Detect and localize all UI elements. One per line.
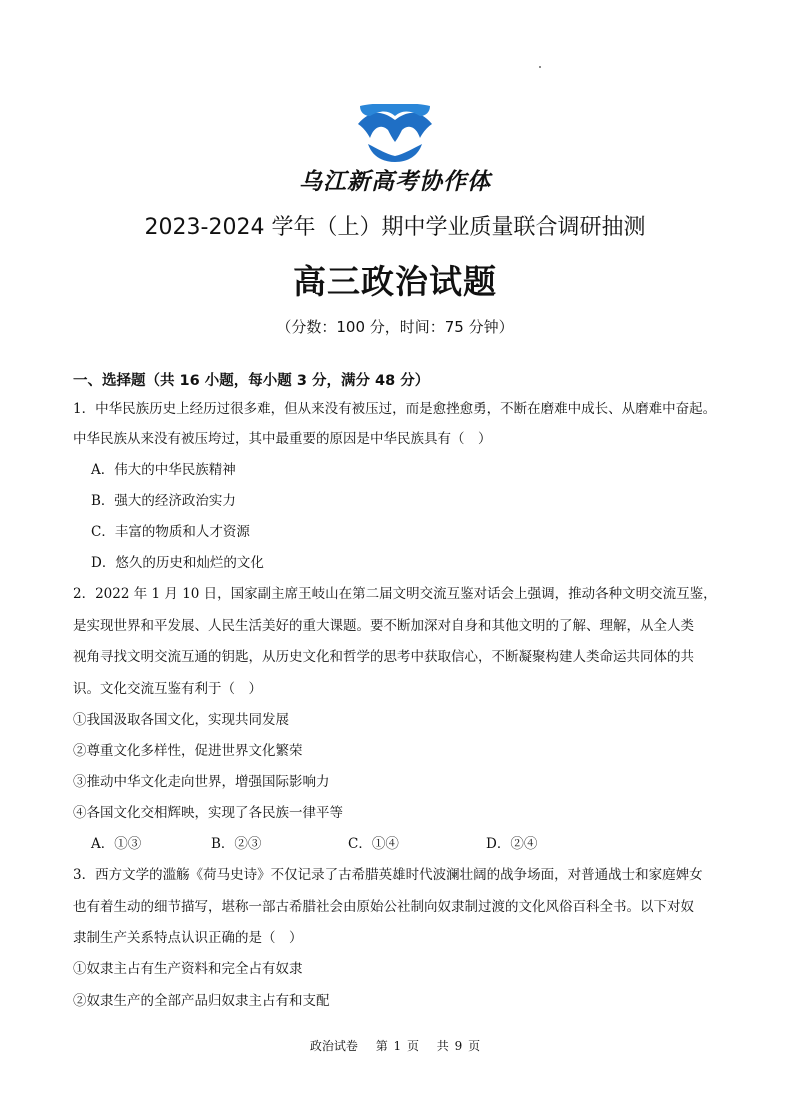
exam-title: 2023-2024 学年（上）期中学业质量联合调研抽测 [144,215,646,240]
q2-statement-3: ③推动中华文化走向世界，增强国际影响力 [73,774,330,790]
q1-option-d: D．悠久的历史和灿烂的文化 [91,555,264,571]
q2-option-d: D．②④ [486,836,538,852]
score-time-info: （分数：100 分，时间：75 分钟） [276,318,514,336]
q1-option-a: A．伟大的中华民族精神 [91,462,236,478]
q2-statement-1: ①我国汲取各国文化，实现共同发展 [73,712,289,728]
q1-option-c: C．丰富的物质和人才资源 [91,524,250,540]
q3-text-line-2: 也有着生动的细节描写，堪称一部古希腊社会由原始公社制向奴隶制过渡的文化风俗百科全书。以下对奴 [73,899,694,915]
q3-statement-1: ①奴隶主占有生产资料和完全占有奴隶 [73,961,303,977]
q1-option-b: B．强大的经济政治实力 [91,493,236,509]
q3-text-line-3: 隶制生产关系特点认识正确的是（ ） [73,930,303,946]
q3-text-line-1: 3．西方文学的滥觞《荷马史诗》不仅记录了古希腊英雄时代波澜壮阔的战争场面，对普通战士和家庭婢女 [73,867,703,883]
organization-name: 乌江新高考协作体 [299,169,491,195]
q2-text-line-1: 2．2022 年 1 月 10 日，国家副主席王岐山在第二届文明交流互鉴对话会上强调，推动各种文明交流互鉴， [73,586,717,602]
q2-statement-4: ④各国文化交相辉映，实现了各民族一律平等 [73,805,343,821]
q2-option-a: A．①③ [91,836,142,852]
subject-title: 高三政治试题 [293,262,497,301]
q2-option-b: B．②③ [211,836,262,852]
q2-statement-2: ②尊重文化多样性，促进世界文化繁荣 [73,743,303,759]
q2-text-line-3: 视角寻找文明交流互通的钥匙，从历史文化和哲学的思考中获取信心，不断凝聚构建人类命运共同体的共 [73,649,694,665]
section-heading: 一、选择题（共 16 小题，每小题 3 分，满分 48 分） [73,373,430,389]
q3-statement-2: ②奴隶生产的全部产品归奴隶主占有和支配 [73,993,330,1009]
page-footer: 政治试卷 第 1 页 共 9 页 [309,1039,481,1053]
q2-text-line-4: 识。文化交流互鉴有利于（ ） [73,681,262,697]
q2-option-c: C．①④ [348,836,399,852]
q1-text-line-1: 1．中华民族历史上经历过很多难，但从来没有被压过，而是愈挫愈勇，不断在磨难中成长、从磨难中奋起。 [73,401,717,417]
wujiang-wave-logo-icon [356,104,434,164]
q2-text-line-2: 是实现世界和平发展、人民生活美好的重大课题。要不断加深对自身和其他文明的了解、理解，从全人类 [73,618,694,634]
q1-text-line-2: 中华民族从来没有被压垮过，其中最重要的原因是中华民族具有（ ） [73,431,492,447]
stray-dot [539,66,541,68]
